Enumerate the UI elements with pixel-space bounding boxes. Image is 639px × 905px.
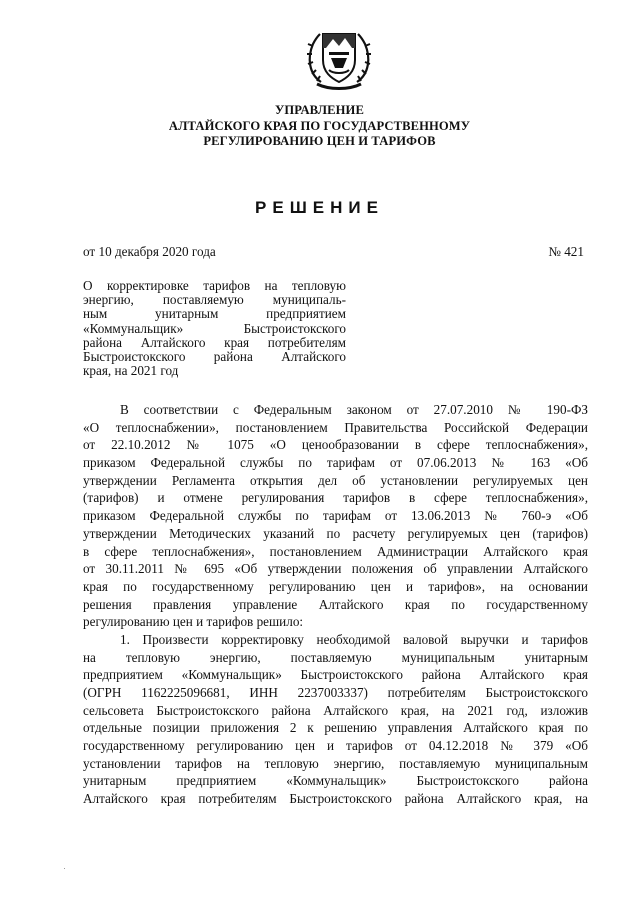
scan-speck	[64, 868, 65, 869]
body-line: 1. Произвести корректировку необходимой валовой выручки и тарифов	[120, 631, 588, 647]
org-line: УПРАВЛЕНИЕ	[275, 103, 364, 117]
document-title: РЕШЕНИЕ	[255, 198, 384, 217]
body-line: в сфере теплоснабжения», постановлением Администрации Алтайского края	[83, 543, 588, 559]
document-subject	[83, 279, 346, 378]
body-line: утверждении Методических указаний по расчету регулируемых цен (тарифов)	[83, 525, 588, 541]
document-number: № 421	[548, 244, 584, 259]
document-body	[83, 401, 588, 808]
org-line: РЕГУЛИРОВАНИЮ ЦЕН И ТАРИФОВ	[203, 134, 436, 149]
body-line: установлении тарифов на тепловую энергию, поставляемую муниципальным	[83, 755, 588, 771]
organization-name	[0, 103, 639, 150]
altai-krai-coat-of-arms-icon	[303, 24, 375, 92]
body-line: государственному регулированию цен и тарифов от 04.12.2018 № 379 «Об	[83, 738, 588, 754]
body-line: от 22.10.2012 № 1075 «О ценообразовании в сфере теплоснабжения»,	[83, 437, 588, 453]
body-line: на тепловую энергию, поставляемую муниципальным унитарным	[83, 649, 588, 665]
body-line: унитарным предприятием «Коммунальщик» Быстроистокского района	[83, 773, 588, 789]
body-line: (ОГРН 1162225096681, ИНН 2237003337) потребителям Быстроистокского	[83, 685, 588, 700]
subject-line: района Алтайского края потребителям	[83, 334, 346, 350]
subject-line: Быстроистокского района Алтайского	[83, 349, 346, 365]
body-line: В соответствии с Федеральным законом от 27.07.2010 № 190-ФЗ	[120, 402, 588, 417]
body-line: регулированию цен и тарифов решило:	[83, 614, 304, 630]
body-line: приказом Федеральной службы по тарифам от 13.06.2013 № 760-э «Об	[83, 508, 588, 524]
body-line: решения правления управление Алтайского края по государственному	[83, 596, 588, 612]
body-line: отдельные позиции приложения 2 к решению управления Алтайского края по	[83, 720, 588, 736]
body-line: приказом Федеральной службы по тарифам от 07.06.2013 № 163 «Об	[83, 455, 588, 471]
org-line: АЛТАЙСКОГО КРАЯ ПО ГОСУДАРСТВЕННОМУ	[168, 118, 471, 133]
subject-line: О корректировке тарифов на тепловую	[83, 278, 346, 293]
body-line: Алтайского края потребителям Быстроистокского района Алтайского края, на	[83, 791, 588, 807]
subject-line: края, на 2021 год	[83, 363, 179, 379]
body-line: от 30.11.2011 № 695 «Об утверждении положения об управлении Алтайского	[83, 561, 588, 577]
body-line: предприятием «Коммунальщик» Быстроистокского района Алтайского края	[83, 667, 588, 683]
body-line: «О теплоснабжении», постановлением Правительства Российской Федерации	[83, 419, 588, 435]
body-line: утверждении Регламента открытия дел об установлении регулируемых цен	[83, 472, 588, 488]
document-date: от 10 декабря 2020 года	[83, 244, 216, 259]
body-line: края по государственному регулированию цен и тарифов», на основании	[83, 578, 588, 594]
subject-line: «Коммунальщик» Быстроистокского	[83, 320, 346, 336]
body-line: (тарифов) и отмене регулирования тарифов в сфере теплоснабжения»,	[83, 490, 588, 506]
body-line: сельсовета Быстроистокского района Алтайского края, на 2021 год, изложив	[83, 702, 588, 718]
subject-line: энергию, поставляемую муниципаль-	[83, 292, 346, 308]
subject-line: ным унитарным предприятием	[83, 306, 346, 322]
